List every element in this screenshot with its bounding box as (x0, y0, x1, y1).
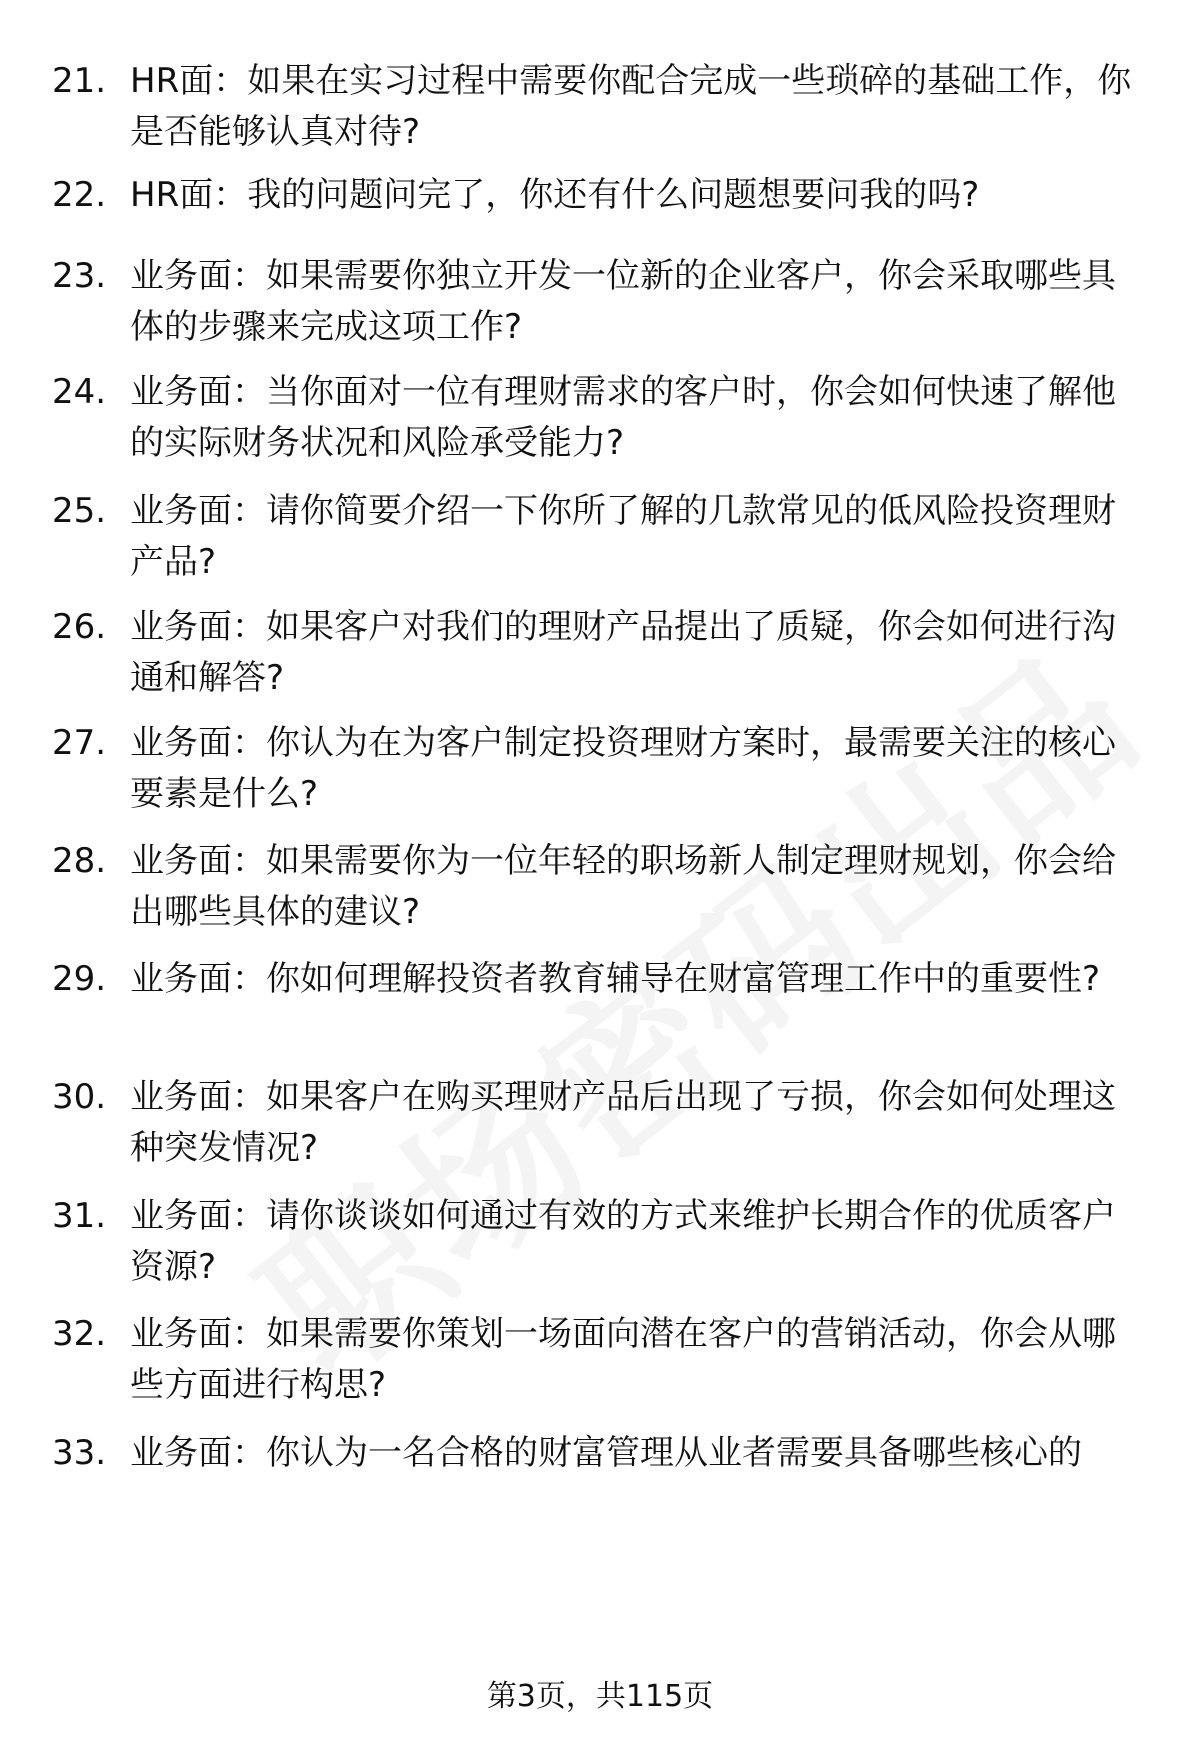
list-item (0, 1072, 1200, 1182)
question-text: 业务面：你认为在为客户制定投资理财方案时，最需要关注的核心要素是什么? (130, 723, 1116, 814)
list-item (0, 1428, 1200, 1483)
list-item (0, 56, 1200, 166)
question-text: 业务面：请你简要介绍一下你所了解的几款常见的低风险投资理财产品? (130, 491, 1116, 582)
question-number: 31. (52, 1196, 107, 1236)
question-text: 业务面：如果需要你策划一场面向潜在客户的营销活动，你会从哪些方面进行构思? (130, 1314, 1116, 1405)
page-footer: 第3页，共115页 (486, 1679, 714, 1714)
question-text: 业务面：请你谈谈如何通过有效的方式来维护长期合作的优质客户资源? (130, 1196, 1116, 1287)
question-number: 30. (52, 1077, 107, 1117)
question-text: 业务面：如果需要你为一位年轻的职场新人制定理财规划，你会给出哪些具体的建议? (130, 841, 1116, 932)
list-item (0, 954, 1200, 1064)
question-number: 21. (52, 61, 107, 101)
question-text: 业务面：你认为一名合格的财富管理从业者需要具备哪些核心的 (130, 1433, 1082, 1473)
question-number: 33. (52, 1433, 107, 1473)
question-text: 业务面：你如何理解投资者教育辅导在财富管理工作中的重要性? (130, 959, 1101, 999)
list-item (0, 1191, 1200, 1301)
list-item (0, 718, 1200, 828)
list-item (0, 486, 1200, 596)
question-text: HR面：如果在实习过程中需要你配合完成一些琐碎的基础工作，你是否能够认真对待? (130, 61, 1132, 152)
question-text: 业务面：如果客户在购买理财产品后出现了亏损，你会如何处理这种突发情况? (130, 1077, 1116, 1168)
question-number: 22. (52, 175, 107, 215)
question-number: 23. (52, 256, 107, 296)
question-text: 业务面：如果需要你独立开发一位新的企业客户，你会采取哪些具体的步骤来完成这项工作? (130, 256, 1116, 347)
question-number: 24. (52, 372, 107, 412)
question-number: 26. (52, 607, 107, 647)
question-number: 32. (52, 1314, 107, 1354)
question-number: 28. (52, 841, 107, 881)
question-text: HR面：我的问题问完了，你还有什么问题想要问我的吗? (130, 175, 980, 215)
question-number: 25. (52, 491, 107, 531)
question-number: 27. (52, 723, 107, 763)
list-item (0, 367, 1200, 477)
list-item (0, 251, 1200, 361)
list-item (0, 836, 1200, 946)
question-number: 29. (52, 959, 107, 999)
question-text: 业务面：如果客户对我们的理财产品提出了质疑，你会如何进行沟通和解答? (130, 607, 1116, 698)
list-item (0, 1309, 1200, 1419)
question-text: 业务面：当你面对一位有理财需求的客户时，你会如何快速了解他的实际财务状况和风险承受能力? (130, 372, 1116, 463)
list-item (0, 602, 1200, 712)
